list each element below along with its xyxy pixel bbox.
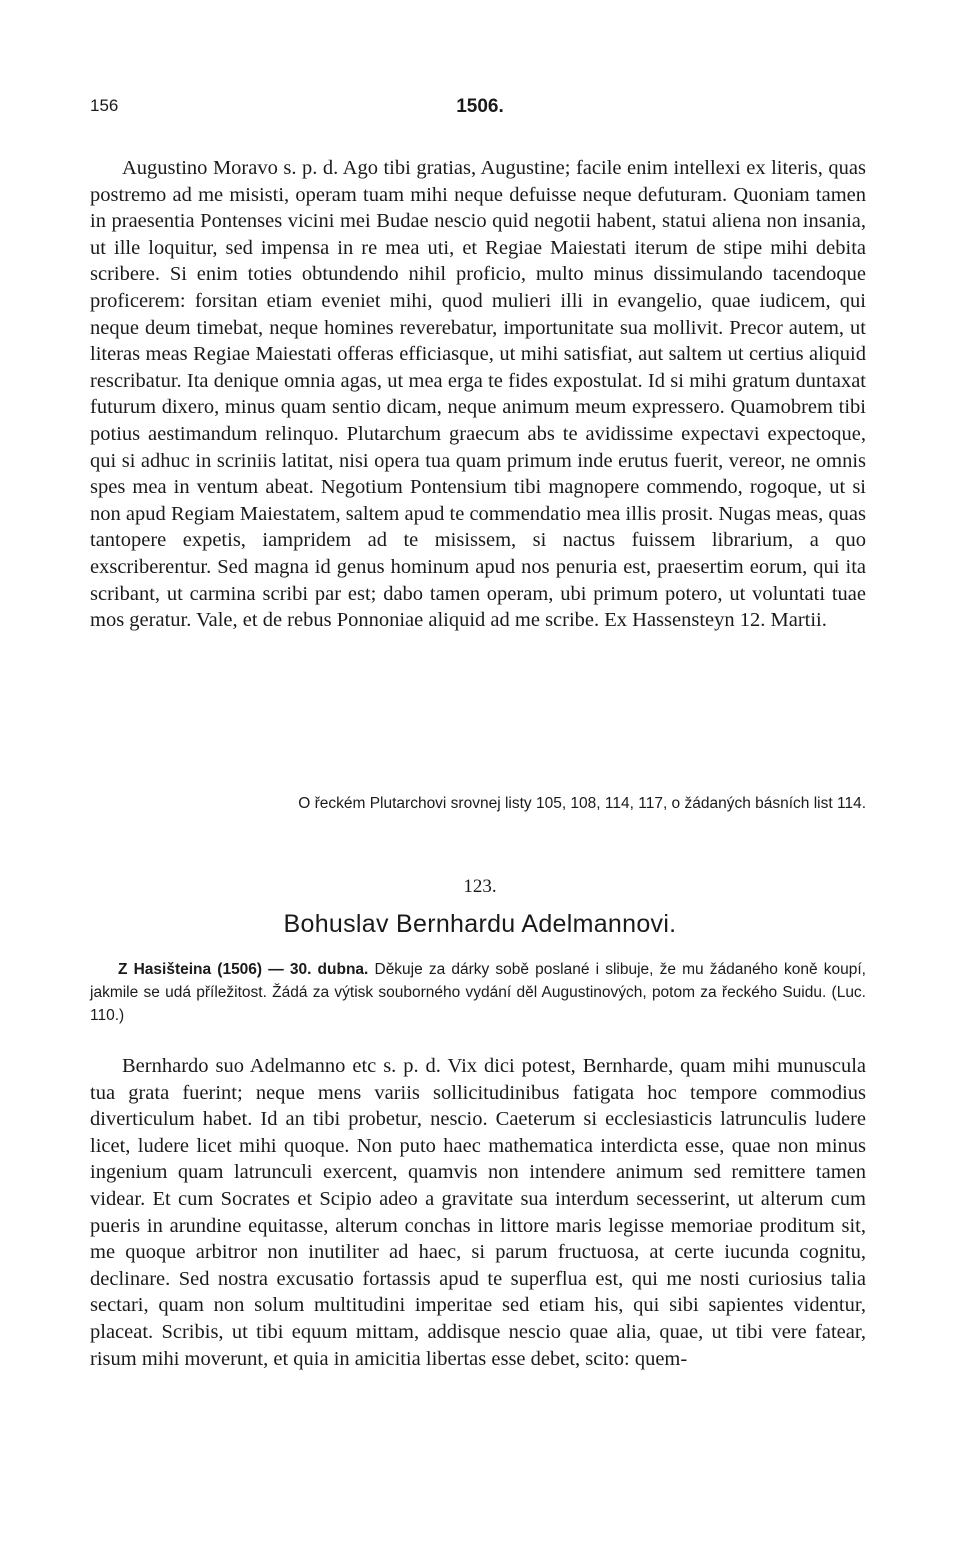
- running-head-year: 1506.: [456, 96, 504, 117]
- summary-place-date: Z Hasišteina (1506) — 30. dubna.: [118, 961, 369, 978]
- page-number: 156: [90, 96, 119, 115]
- letter-title: Bohuslav Bernhardu Adelmannovi.: [283, 910, 677, 938]
- letter-122-body: [90, 155, 866, 634]
- letter-122-footnote: O řeckém Plutarchovi srovnej listy 105, 108, 114, 117, o žádaných básních list 114.: [298, 795, 866, 812]
- letter-123-body: [90, 1053, 866, 1372]
- summary-text: Děkuje za dárky sobě poslané i slibuje, že mu žádaného koně koupí, jakmile se udá příležitost. Žádá za výtisk souborného vydání děl Augustinových, potom za řeckého Suidu. (Luc. 110.): [90, 961, 866, 1024]
- letter-122-text: Augustino Moravo s. p. d. Ago tibi gratias, Augustine; facile enim intellexi ex literis, quas postremo ad me misisti, operam tuam mihi neque defuisse neque defuturam. Quoniam tamen in praesentia Pontenses vicini mei Budae nescio quid negotii habent, statui aliena non insania, ut ille loquitur, sed impensa in re mea uti, et Regiae Maiestati iterum de stipe mihi debita scribere. Si enim toties obtundendo nihil proficio, multo minus dissimulando tacendoque proficerem: forsitan etiam eveniet mihi, quod mulieri illi in evangelio, quae iudicem, qui neque deum timebat, neque homines reverebatur, importunitate sua mollivit. Precor autem, ut literas meas Regiae Maiestati offeras efficiasque, ut mihi satisfiat, aut saltem ut certius aliquid rescribatur. Ita denique omnia agas, ut mea erga te fides expostulat. Id si mihi gratum duntaxat futurum dixero, minus quam sentio dicam, neque animum meum expressero. Quamobrem tibi potius aestimandum relinquo. Plutarchum graecum abs te avidissime expectavi expectoque, qui si adhuc in scriniis latitat, nisi opera tua quam primum inde erutus fuerit, vereor, ne omnis spes mea in ventum abeat. Negotium Pontensium tibi magnopere commendo, rogoque, ut si non apud Regiam Maiestatem, saltem apud te commendatio mea illis prosit. Nugas meas, quas tantopere expetis, iampridem ad te misissem, si nactus fuissem librarium, a quo exscriberentur. Sed magna id genus hominum apud nos penuria est, praesertim eorum, qui ita scribant, ut carmina scribi par est; dabo tamen operam, ubi primum potero, ut voluntati tuae mos geratur. Vale, et de rebus Ponnoniae aliquid ad me scribe. Ex Hassensteyn 12. Martii.: [90, 157, 866, 632]
- page-header: [90, 96, 870, 126]
- letter-123-summary: [90, 958, 866, 1027]
- letter-number: 123.: [463, 876, 497, 897]
- letter-123-text: Bernhardo suo Adelmanno etc s. p. d. Vix dici potest, Bernharde, quam mihi munuscula tua grata fuerint; neque mens variis sollicitudinibus fatigata hoc tempore commodius diverticulum habet. Id an tibi probetur, nescio. Caeterum si ecclesiasticis latrunculis ludere licet, ludere licet mihi quoque. Non puto haec mathematica interdicta esse, quae non minus ingenium quam latrunculi exercent, quamvis non intendere animum sed remittere tamen videar. Et cum Socrates et Scipio adeo a gravitate sua interdum secesserint, ut alterum cum pueris in arundine equitasse, alterum conchas in littore maris legisse memoriae proditum sit, me quoque arbitror non inutiliter ad haec, si parum fructuosa, at certe iucunda cognitu, declinare. Sed nostra excusatio fortassis apud te superflua est, qui me nosti curiosius talia sectari, quam non solum multitudini imperitae sed etiam his, qui sibi sapientes videntur, placeat. Scribis, ut tibi equum mittam, addisque nescio quae alia, quae, ut tibi vere fatear, risum mihi moverunt, et quia in amicitia libertas esse debet, scito: quem-: [90, 1055, 866, 1370]
